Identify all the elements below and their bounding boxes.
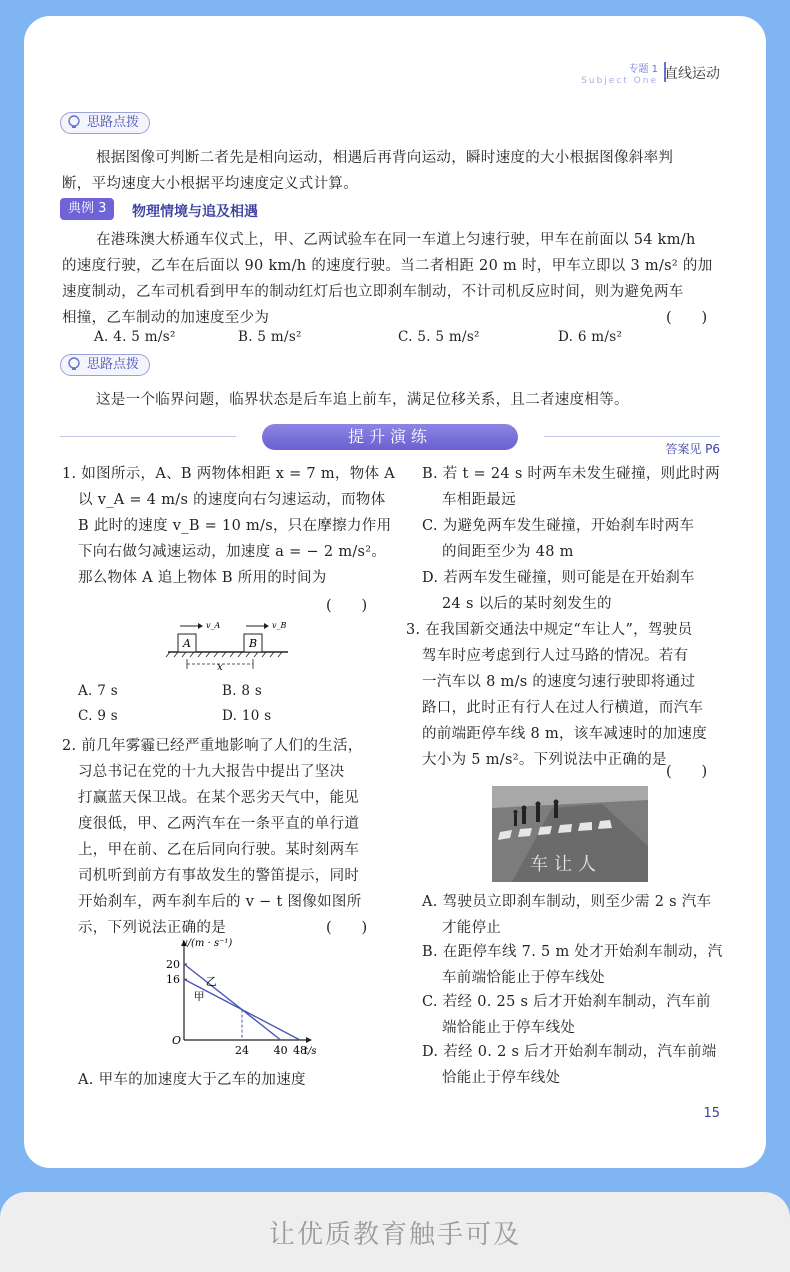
- q3-option-a-line-2: 才能停止: [442, 920, 502, 936]
- x-axis-arrow: [306, 1037, 312, 1043]
- x-axis-label: t/s: [304, 1046, 317, 1057]
- tip-label-2: 思路点拨: [87, 357, 140, 372]
- q3-option-d-line-2: 恰能止于停车线处: [442, 1070, 561, 1086]
- tip1-line-2: 断，平均速度大小根据平均速度定义式计算。: [62, 176, 358, 192]
- header-chapter: 直线运动: [664, 66, 720, 82]
- q2-option-c-line-2: 的间距至少为 48 m: [442, 544, 574, 560]
- q1-paren: ( ): [326, 598, 368, 614]
- q3-line-6: 大小为 5 m/s²。下列说法中正确的是: [422, 752, 667, 768]
- banner-rule-right: [544, 436, 720, 437]
- q2-option-b-line-2: 车相距最远: [442, 492, 516, 508]
- q1-line-2: 以 v_A = 4 m/s 的速度向右匀速运动，而物体: [78, 492, 386, 508]
- crosswalk-illustration: [492, 786, 648, 882]
- page-number: 15: [703, 1106, 720, 1121]
- q2-line-7: 开始刹车，两车刹车后的 v − t 图像如图所: [78, 894, 362, 910]
- example-line-1: 在港珠澳大桥通车仪式上，甲、乙两试验车在同一车道上匀速行驶，甲车在前面以 54 km/h: [96, 232, 696, 248]
- x-tick-label: 48: [293, 1044, 307, 1057]
- tip-tag-1: [60, 112, 150, 134]
- q3-line-3: 一汽车以 8 m/s 的速度匀速行驶即将通过: [422, 674, 696, 690]
- q1-option-b: B. 8 s: [222, 683, 263, 699]
- tip1-line-1: 根据图像可判断二者先是相向运动，相遇后再背向运动，瞬时速度的大小根据图像斜率判: [96, 150, 674, 166]
- q2-option-c-line-1: C. 为避免两车发生碰撞，开始刹车时两车: [422, 518, 695, 534]
- lightbulb-icon: [67, 115, 81, 129]
- y-tick-label: 16: [166, 973, 180, 987]
- q2-paren: ( ): [326, 920, 368, 936]
- q2-line-6: 司机听到前方有事故发生的警笛提示，同时: [78, 868, 360, 884]
- q2-line-1: 2. 前几年雾霾已经严重地影响了人们的生活，: [62, 738, 363, 754]
- example-line-3: 速度制动，乙车司机看到甲车的制动红灯后也立即刹车制动，不计司机反应时间，则为避免两车: [62, 284, 684, 300]
- example-paren: ( ): [666, 310, 708, 326]
- q3-option-c-line-2: 端恰能止于停车线处: [442, 1020, 576, 1036]
- q2-line-5: 上，甲在前、乙在后同向行驶。某时刻两车: [78, 842, 360, 858]
- example-line-2: 的速度行驶，乙车在后面以 90 km/h 的速度行驶。当二者相距 20 m 时，甲车立即以 3 m/s² 的加: [62, 258, 713, 274]
- q1-line-4: 下向右做匀减速运动，加速度 a = − 2 m/s²。: [78, 544, 387, 560]
- q3-line-5: 的前端距停车线 8 m，该车减速时的加速度: [422, 726, 707, 742]
- q3-line-4: 路口，此时正有行人在过人行横道，而汽车: [422, 700, 704, 716]
- y-tick-label: 20: [166, 958, 180, 971]
- x-tick-label: 40: [273, 1044, 288, 1057]
- photo-road-text: 车让人: [530, 854, 602, 875]
- tip2-text: 这是一个临界问题，临界状态是后车追上前车，满足位移关系，且二者速度相等。: [96, 392, 629, 408]
- q2-line-4: 度很低，甲、乙两汽车在一条平直的单行道: [78, 816, 360, 832]
- header-topic: 专题 1: [628, 64, 658, 75]
- q3-option-b-line-1: B. 在距停车线 7. 5 m 处才开始刹车制动，汽: [422, 944, 723, 960]
- footer-slogan: 让优质教育触手可及: [268, 1220, 521, 1250]
- q3-option-d-line-1: D. 若经 0. 2 s 后才开始刹车制动，汽车前端: [422, 1044, 717, 1060]
- q3-line-2: 驾车时应考虑到行人过马路的情况。若有: [422, 648, 689, 664]
- q3-option-b-line-2: 车前端恰能止于停车线处: [442, 970, 605, 986]
- q1-option-a: A. 7 s: [78, 683, 118, 699]
- y-axis-label: v/(m · s⁻¹): [182, 938, 233, 949]
- header-topic-block: [581, 60, 658, 86]
- practice-banner: 提升演练: [262, 424, 518, 450]
- q2-option-a: A. 甲车的加速度大于乙车的加速度: [78, 1072, 306, 1088]
- q3-paren: ( ): [666, 764, 708, 780]
- answer-reference: 答案见 P6: [665, 442, 720, 456]
- q1-option-c: C. 9 s: [78, 708, 119, 724]
- example-title: 物理情境与追及相遇: [132, 204, 258, 220]
- tip-label-1: 思路点拨: [87, 115, 140, 130]
- example-line-4: 相撞，乙车制动的加速度至少为: [62, 310, 270, 326]
- example-option-d: D. 6 m/s²: [558, 329, 623, 345]
- q2-option-d-line-2: 24 s 以后的某时刻发生的: [442, 596, 612, 612]
- q3-line-1: 3. 在我国新交通法中规定“车让人”，驾驶员: [406, 622, 693, 638]
- q3-option-a-line-1: A. 驾驶员立即刹车制动，则至少需 2 s 汽车: [422, 894, 712, 910]
- example-option-c: C. 5. 5 m/s²: [398, 329, 480, 345]
- q2-option-d-line-1: D. 若两车发生碰撞，则可能是在开始刹车: [422, 570, 695, 586]
- example-option-a: A. 4. 5 m/s²: [94, 329, 176, 345]
- q2-line-8: 示，下列说法正确的是: [78, 920, 226, 936]
- q1-option-d: D. 10 s: [222, 708, 272, 724]
- q1-line-5: 那么物体 A 追上物体 B 所用的时间为: [78, 570, 327, 586]
- origin-label: O: [172, 1034, 182, 1047]
- vt-chart: [134, 934, 317, 1060]
- q1-blocks-figure: [164, 614, 294, 672]
- tip-tag-2: [60, 354, 150, 376]
- q2-line-3: 打赢蓝天保卫战。在某个恶劣天气中，能见: [78, 790, 360, 806]
- crosswalk-photo: [492, 786, 648, 882]
- va-label: v_A: [206, 621, 221, 630]
- q1-line-3: B 此时的速度 v_B = 10 m/s，只在摩擦力作用: [78, 518, 392, 534]
- q2-line-2: 习总书记在党的十九大报告中提出了坚决: [78, 764, 345, 780]
- header-subtitle: Subject One: [581, 76, 658, 86]
- series-label-yi: 乙: [205, 974, 217, 988]
- vb-label: v_B: [272, 621, 287, 630]
- x-label: x: [217, 662, 223, 673]
- example-tag: 典例 3: [60, 198, 114, 220]
- banner-rule-left: [60, 436, 236, 437]
- example-option-b: B. 5 m/s²: [238, 329, 302, 345]
- block-a-label: A: [183, 637, 191, 650]
- q2-option-b-line-1: B. 若 t = 24 s 时两车未发生碰撞，则此时两: [422, 466, 720, 482]
- lightbulb-icon: [67, 357, 81, 371]
- x-tick-label: 24: [235, 1044, 249, 1057]
- series-label-jia: 甲: [193, 990, 205, 1004]
- footer-bar: [0, 1192, 790, 1272]
- q3-option-c-line-1: C. 若经 0. 25 s 后才开始刹车制动，汽车前: [422, 994, 711, 1010]
- q1-line-1: 1. 如图所示，A、B 两物体相距 x = 7 m，物体 A: [62, 466, 395, 482]
- block-b-label: B: [248, 637, 258, 650]
- page-header: [520, 60, 720, 100]
- page-card: [24, 16, 766, 1168]
